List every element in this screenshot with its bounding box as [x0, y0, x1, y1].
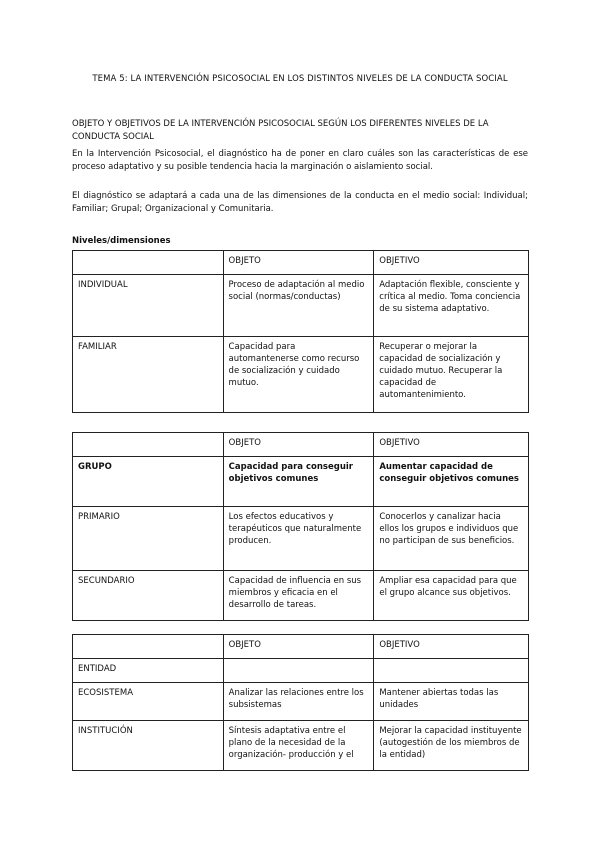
cell-objetivo: Mantener abiertas todas las unidades: [374, 683, 529, 721]
header-empty-cell: [73, 433, 224, 457]
header-objeto: OBJETO: [223, 433, 374, 457]
table-header-row: [73, 433, 529, 457]
cell-objetivo: Aumentar capacidad de conseguir objetivos comunes: [374, 457, 529, 507]
header-objetivo: OBJETIVO: [374, 251, 529, 275]
header-objeto: OBJETO: [223, 251, 374, 275]
cell-nivel: ECOSISTEMA: [73, 683, 224, 721]
table-individual-familiar: [72, 250, 529, 413]
header-objetivo: OBJETIVO: [374, 433, 529, 457]
table-header-row: [73, 635, 529, 659]
cell-objeto: Capacidad para conseguir objetivos comunes: [223, 457, 374, 507]
cell-objetivo: Mejorar la capacidad instituyente (autogestión de los miembros de la entidad): [374, 721, 529, 771]
table-row: [73, 507, 529, 571]
paragraph-diagnostico: En la Intervención Psicosocial, el diagnóstico ha de poner en claro cuáles son las características de ese proceso adaptativo y su posible tendencia hacia la marginación o aislamiento social.: [72, 149, 528, 172]
table-row: [73, 337, 529, 413]
cell-objetivo: Adaptación flexible, consciente y crítica al medio. Toma conciencia de su sistema adaptativo.: [374, 275, 529, 337]
table-row: [73, 721, 529, 771]
cell-objeto: Capacidad para automantenerse como recurso de socialización y cuidado mutuo.: [223, 337, 374, 413]
table-row: [73, 457, 529, 507]
table-row: [73, 659, 529, 683]
cell-nivel: INDIVIDUAL: [73, 275, 224, 337]
cell-objeto: Los efectos educativos y terapéuticos que naturalmente producen.: [223, 507, 374, 571]
header-objetivo: OBJETIVO: [374, 635, 529, 659]
header-empty-cell: [73, 635, 224, 659]
cell-objetivo: Ampliar esa capacidad para que el grupo alcance sus objetivos.: [374, 571, 529, 621]
header-objeto: OBJETO: [223, 635, 374, 659]
cell-nivel: PRIMARIO: [73, 507, 224, 571]
table-row: [73, 683, 529, 721]
cell-nivel: FAMILIAR: [73, 337, 224, 413]
header-empty-cell: [73, 251, 224, 275]
cell-objeto: Analizar las relaciones entre los subsistemas: [223, 683, 374, 721]
cell-objetivo: [374, 659, 529, 683]
cell-nivel: INSTITUCIÓN: [73, 721, 224, 771]
page-title: TEMA 5: LA INTERVENCIÓN PSICOSOCIAL EN LOS DISTINTOS NIVELES DE LA CONDUCTA SOCIAL: [92, 74, 508, 84]
levels-label: Niveles/dimensiones: [72, 236, 171, 246]
cell-objeto: Proceso de adaptación al medio social (normas/conductas): [223, 275, 374, 337]
paragraph-dimensiones: El diagnóstico se adaptará a cada una de las dimensiones de la conducta en el medio social: Individual; Familiar; Grupal; Organizacional y Comunitaria.: [72, 191, 528, 214]
cell-nivel: SECUNDARIO: [73, 571, 224, 621]
table-entidad: [72, 634, 529, 771]
cell-objeto: Capacidad de influencia en sus miembros y eficacia en el desarrollo de tareas.: [223, 571, 374, 621]
cell-objeto: Síntesis adaptativa entre el plano de la necesidad de la organización- producción y el: [223, 721, 374, 771]
table-grupo: [72, 432, 529, 621]
cell-nivel: ENTIDAD: [73, 659, 224, 683]
cell-objeto: [223, 659, 374, 683]
cell-nivel: GRUPO: [73, 457, 224, 507]
table-row: [73, 571, 529, 621]
table-row: [73, 275, 529, 337]
cell-objetivo: Recuperar o mejorar la capacidad de socialización y cuidado mutuo. Recuperar la capacidad de automantenimiento.: [374, 337, 529, 413]
section-heading: OBJETO Y OBJETIVOS DE LA INTERVENCIÓN PSICOSOCIAL SEGÚN LOS DIFERENTES NIVELES DE LA CONDUCTA SOCIAL: [72, 119, 489, 142]
cell-objetivo: Conocerlos y canalizar hacia ellos los grupos e individuos que no participan de sus beneficios.: [374, 507, 529, 571]
table-header-row: [73, 251, 529, 275]
